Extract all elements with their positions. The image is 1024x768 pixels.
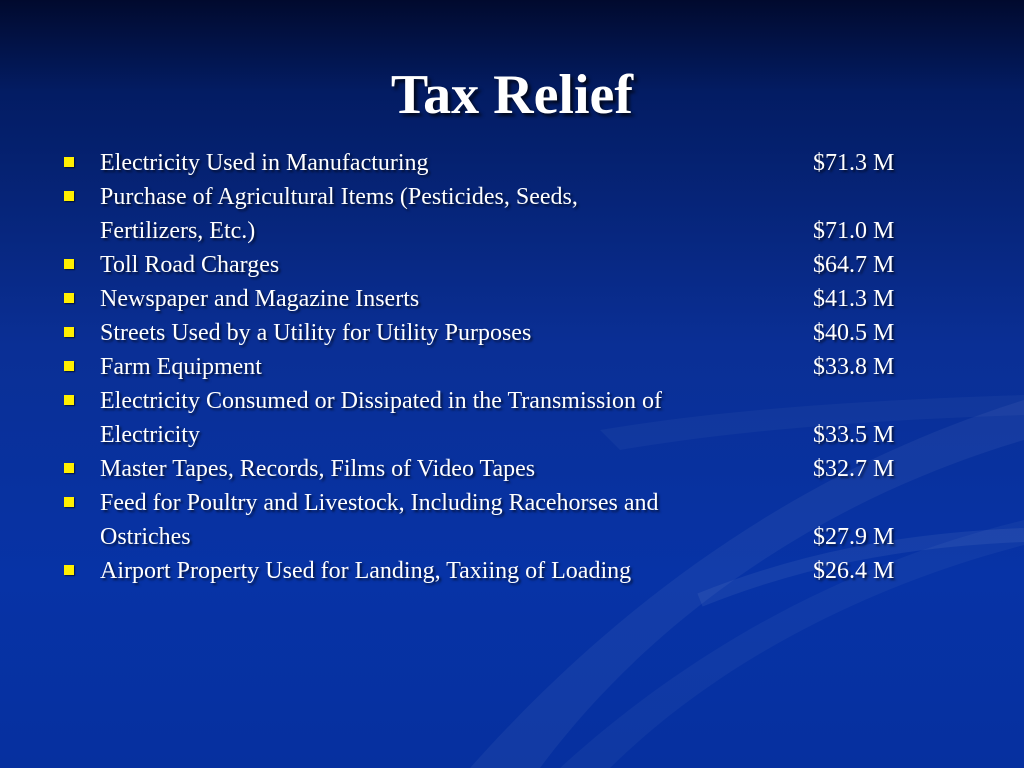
item-label [100,248,790,282]
item-label-line: Toll Road Charges [100,252,280,278]
item-label [100,282,790,316]
item-amount: $64.7 M [813,252,895,278]
item-amount: $32.7 M [813,456,895,482]
item-label [100,452,790,486]
slide-title: Tax Relief [390,64,634,126]
item-label-line: Electricity Consumed or Dissipated in the Transmission of [100,388,662,414]
item-label [100,146,790,180]
item-label-line: Newspaper and Magazine Inserts [100,286,420,312]
item-label-line: Ostriches [100,524,191,550]
square-bullet-icon [64,259,74,269]
item-label [100,316,790,350]
list-item [0,146,1024,180]
item-amount: $27.9 M [813,524,895,550]
square-bullet-icon [64,361,74,371]
item-label-line: Airport Property Used for Landing, Taxiing of Loading [100,558,632,584]
list-item [0,180,1024,248]
item-label [100,486,790,554]
list-item [0,316,1024,350]
list-item [0,282,1024,316]
item-amount: $40.5 M [813,320,895,346]
item-amount: $33.5 M [813,422,895,448]
square-bullet-icon [64,497,74,507]
list-item [0,248,1024,282]
list-item [0,486,1024,554]
square-bullet-icon [64,191,74,201]
item-label-line: Fertilizers, Etc.) [100,218,256,244]
square-bullet-icon [64,463,74,473]
list-item [0,350,1024,384]
item-label-line: Purchase of Agricultural Items (Pesticides, Seeds, [100,184,578,210]
list-item [0,554,1024,588]
item-label [100,180,790,248]
square-bullet-icon [64,565,74,575]
item-label-line: Electricity [100,422,200,448]
item-amount: $41.3 M [813,286,895,312]
item-label-line: Farm Equipment [100,354,262,380]
square-bullet-icon [64,395,74,405]
square-bullet-icon [64,293,74,303]
item-amount: $71.0 M [813,218,895,244]
item-label-line: Master Tapes, Records, Films of Video Tapes [100,456,536,482]
list-item [0,384,1024,452]
item-label [100,384,790,452]
item-label-line: Streets Used by a Utility for Utility Purposes [100,320,532,346]
square-bullet-icon [64,327,74,337]
item-label [100,350,790,384]
item-label-line: Feed for Poultry and Livestock, Including Racehorses and [100,490,659,516]
item-amount: $33.8 M [813,354,895,380]
list-item [0,452,1024,486]
square-bullet-icon [64,157,74,167]
item-label [100,554,790,588]
item-amount: $26.4 M [813,558,895,584]
item-label-line: Electricity Used in Manufacturing [100,150,429,176]
item-amount: $71.3 M [813,150,895,176]
